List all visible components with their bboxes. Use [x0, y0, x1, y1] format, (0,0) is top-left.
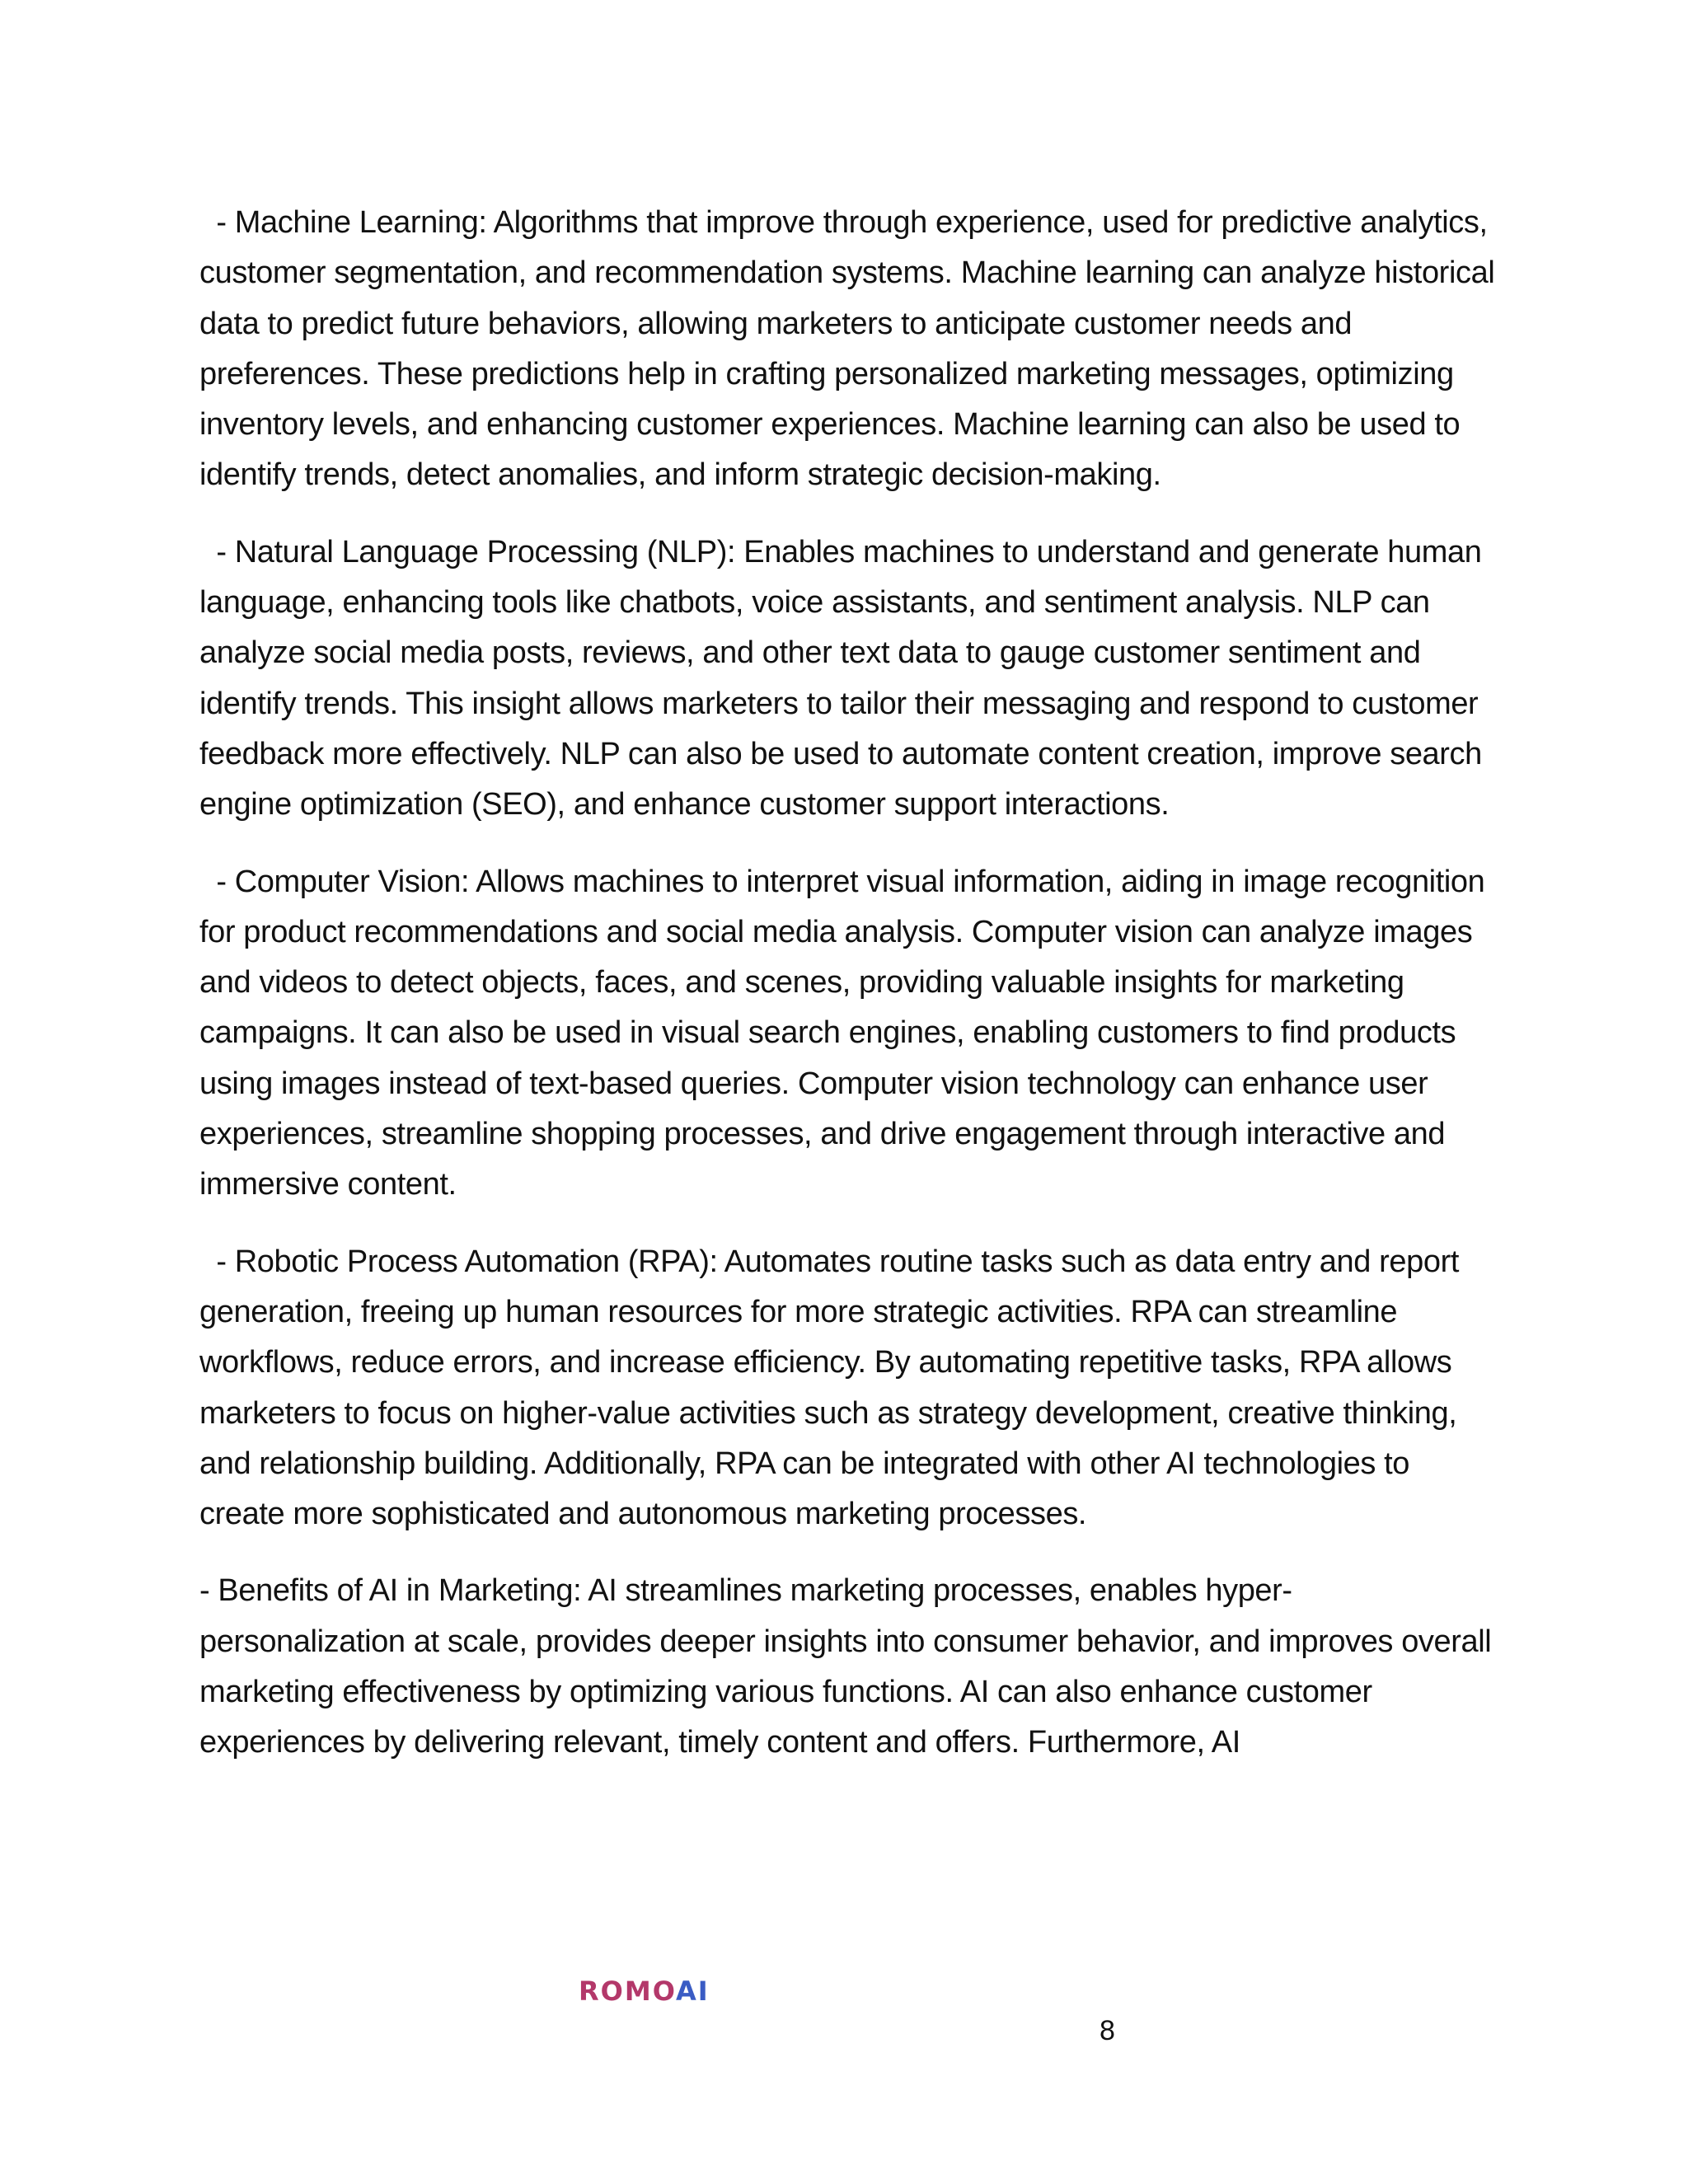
logo-text-romo: ROMO	[579, 1975, 677, 2007]
document-body	[199, 198, 1498, 1795]
romoai-logo	[579, 1975, 710, 2008]
paragraph-machine-learning: - Machine Learning: Algorithms that improve through experience, used for predictive analytics, customer segmentation, and recommendation systems. Machine learning can analyze historical data to predict future behaviors, allowing marketers to anticipate customer needs and preferences. These predictions help in crafting personalized marketing messages, optimizing inventory levels, and enhancing customer experiences. Machine learning can also be used to identify trends, detect anomalies, and inform strategic decision-making.	[199, 205, 1495, 493]
paragraph-computer-vision: - Computer Vision: Allows machines to interpret visual information, aiding in image recognition for product recommendations and social media analysis. Computer vision can analyze images and videos to detect objects, faces, and scenes, providing valuable insights for marketing campaigns. It can also be used in visual search engines, enabling customers to find products using images instead of text-based queries. Computer vision technology can enhance user experiences, streamline shopping processes, and drive engagement through interactive and immersive content.	[199, 864, 1485, 1202]
logo-text-ai: AI	[676, 1975, 710, 2007]
paragraph-nlp: - Natural Language Processing (NLP): Enables machines to understand and generate human language, enhancing tools like chatbots, voice assistants, and sentiment analysis. NLP can analyze social media posts, reviews, and other text data to gauge customer sentiment and identify trends. This insight allows marketers to tailor their messaging and respond to customer feedback more effectively. NLP can also be used to automate content creation, improve search engine optimization (SEO), and enhance customer support interactions.	[199, 534, 1482, 823]
page-number: 8	[1100, 2015, 1115, 2046]
paragraph-benefits-of-ai: - Benefits of AI in Marketing: AI streamlines marketing processes, enables hyper-personalization at scale, provides deeper insights into consumer behavior, and improves overall marketing effectiveness by optimizing various functions. AI can also enhance customer experiences by delivering relevant, timely content and offers. Furthermore, AI	[199, 1573, 1492, 1760]
paragraph-rpa: - Robotic Process Automation (RPA): Automates routine tasks such as data entry and report generation, freeing up human resources for more strategic activities. RPA can streamline workflows, reduce errors, and increase efficiency. By automating repetitive tasks, RPA allows marketers to focus on higher-value activities such as strategy development, creative thinking, and relationship building. Additionally, RPA can be integrated with other AI technologies to create more sophisticated and autonomous marketing processes.	[199, 1244, 1459, 1532]
